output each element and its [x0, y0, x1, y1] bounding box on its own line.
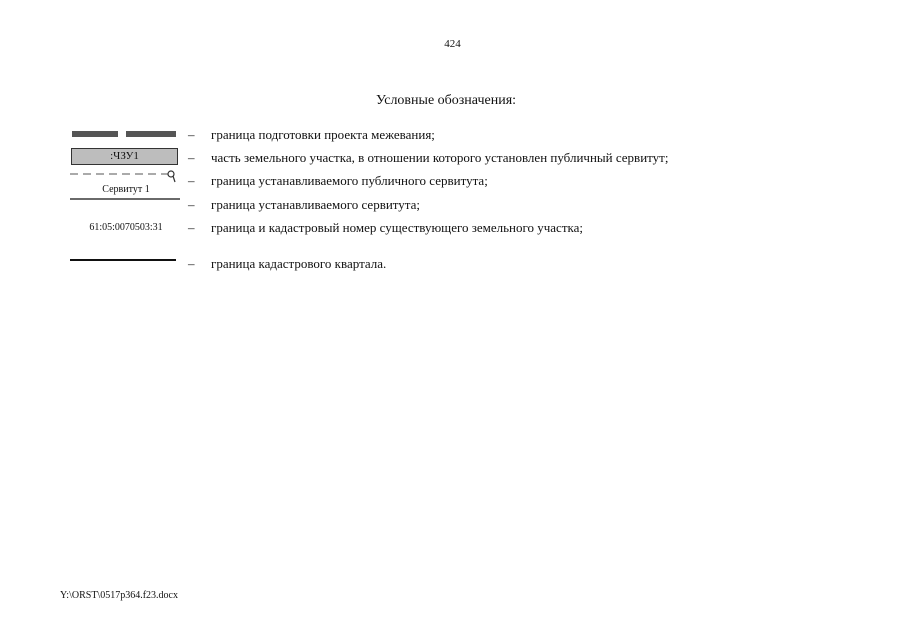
legend-dash: – — [188, 150, 195, 165]
legend-description: граница подготовки проекта межевания; — [211, 127, 435, 142]
page-number: 424 — [444, 38, 461, 50]
legend-description: часть земельного участка, в отношении которого установлен публичный сервитут; — [211, 150, 669, 165]
survey-boundary-symbol — [68, 125, 184, 145]
plot-part-label: :ЧЗУ1 — [71, 148, 178, 165]
legend-dash: – — [188, 197, 195, 212]
legend-description: граница и кадастровый номер существующего земельного участка; — [211, 220, 584, 235]
legend-item-existing-plot — [68, 218, 868, 238]
legend-title: Условные обозначения: — [376, 93, 517, 108]
legend-dash: – — [188, 127, 195, 142]
legend-item-plot-part — [68, 148, 868, 168]
legend-item-cadastral-quarter — [68, 254, 868, 274]
boundary-dash-right — [126, 131, 176, 137]
servitude-label: Сервитут 1 — [102, 184, 150, 195]
footer-file-path: Y:\ORST\0517p364.f23.docx — [60, 590, 178, 601]
servitude-boundary-symbol — [68, 195, 184, 215]
legend-description: граница устанавливаемого сервитута; — [211, 197, 421, 212]
legend-dash: – — [188, 256, 195, 271]
servitude-end-tick — [173, 176, 175, 182]
boundary-dash-left — [72, 131, 118, 137]
plot-part-symbol — [68, 148, 184, 168]
legend-description: граница кадастрового квартала. — [211, 256, 387, 271]
legend-description: граница устанавливаемого публичного сервитута; — [211, 173, 488, 188]
legend-dash: – — [188, 173, 195, 188]
cadastral-number-label: 61:05:0070503:31 — [89, 222, 163, 233]
legend-dash: – — [188, 220, 195, 235]
legend-item-survey-boundary — [68, 125, 868, 145]
cadastral-quarter-symbol — [68, 254, 184, 274]
legend-item-public-servitude — [68, 171, 868, 195]
legend-item-servitude-boundary — [68, 195, 868, 215]
